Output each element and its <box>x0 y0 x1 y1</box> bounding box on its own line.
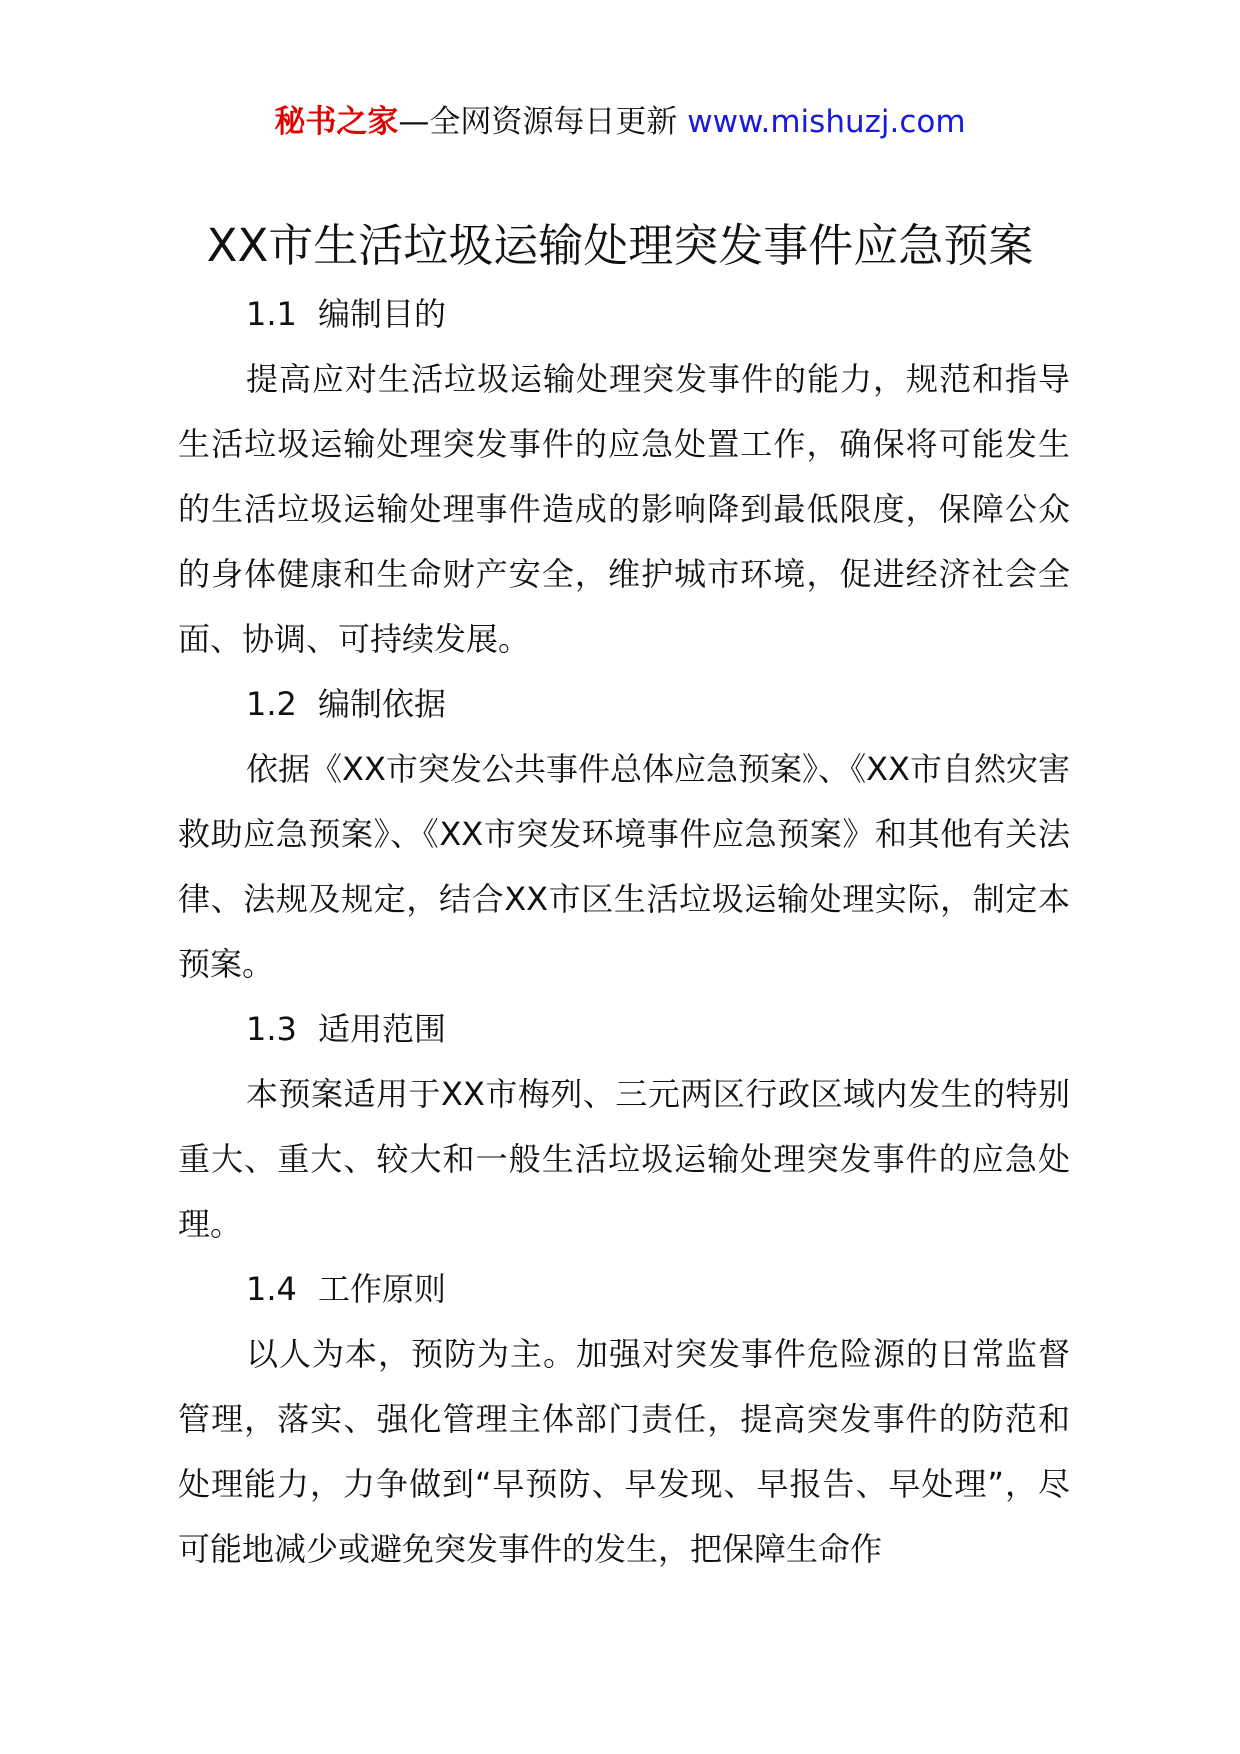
section-heading-text: 编制目的 <box>318 295 447 333</box>
section-heading-text: 适用范围 <box>318 1010 447 1048</box>
document-body <box>178 282 1070 1582</box>
section-heading <box>178 1257 1070 1322</box>
document-title: XX市生活垃圾运输处理突发事件应急预案 <box>206 219 1034 272</box>
section-paragraph: 以人为本，预防为主。加强对突发事件危险源的日常监督管理，落实、强化管理主体部门责任，提高突发事件的防范和处理能力，力争做到“早预防、早发现、早报告、早处理”，尽可能地减少或避免突发事件的发生，把保障生命作 <box>178 1335 1070 1568</box>
section-number: 1.1 <box>246 295 297 333</box>
section-paragraph: 本预案适用于XX市梅列、三元两区行政区域内发生的特别重大、重大、较大和一般生活垃圾运输处理突发事件的应急处理。 <box>178 1075 1070 1243</box>
section-number: 1.3 <box>246 1010 297 1048</box>
brand-name: 秘书之家 <box>274 104 399 140</box>
section-1-2 <box>178 672 1070 997</box>
section-heading <box>178 997 1070 1062</box>
section-paragraph: 依据《XX市突发公共事件总体应急预案》、《XX市自然灾害救助应急预案》、《XX市突发环境事件应急预案》和其他有关法律、法规及规定，结合XX市区生活垃圾运输处理实际，制定本预案。 <box>178 750 1070 983</box>
section-paragraph: 提高应对生活垃圾运输处理突发事件的能力，规范和指导生活垃圾运输处理突发事件的应急处置工作，确保将可能发生的生活垃圾运输处理事件造成的影响降到最低限度，保障公众的身体健康和生命财产安全，维护城市环境，促进经济社会全面、协调、可持续发展。 <box>178 360 1070 658</box>
section-number: 1.2 <box>246 685 297 723</box>
section-heading-text: 工作原则 <box>318 1270 447 1308</box>
banner-tagline: —全网资源每日更新 <box>398 104 678 140</box>
site-url-link[interactable]: www.mishuzj.com <box>687 104 966 140</box>
section-heading-text: 编制依据 <box>318 685 447 723</box>
section-number: 1.4 <box>246 1270 297 1308</box>
site-banner <box>0 100 1240 144</box>
section-heading <box>178 672 1070 737</box>
section-1-1 <box>178 282 1070 672</box>
section-1-3 <box>178 997 1070 1257</box>
section-1-4 <box>178 1257 1070 1582</box>
section-heading <box>178 282 1070 347</box>
